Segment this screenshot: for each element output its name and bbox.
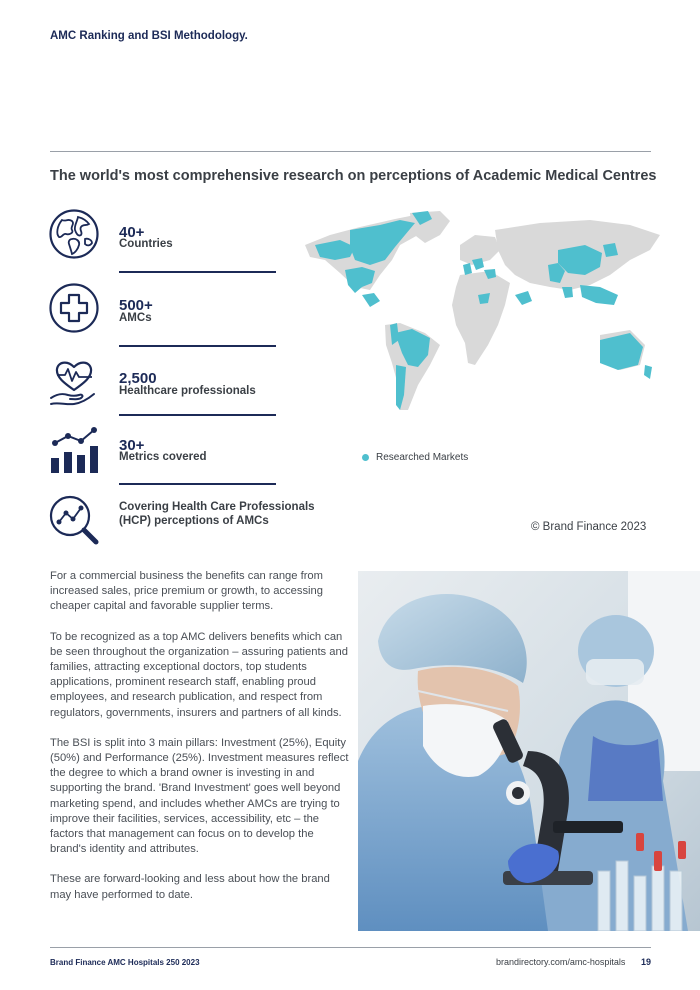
section-title: AMC Ranking and BSI Methodology. (50, 30, 248, 42)
body-text (50, 569, 350, 918)
page-headline: The world's most comprehensive research on perceptions of Academic Medical Centres (50, 168, 657, 184)
bar-chart-icon (48, 425, 100, 477)
globe-icon (48, 208, 100, 260)
top-divider (50, 151, 651, 152)
heart-hand-icon (48, 356, 100, 408)
stat-metrics-number: 30+ (119, 437, 145, 454)
body-paragraph: These are forward-looking and less about how the brand may have performed to date. (50, 873, 330, 901)
stat-coverage-line2: (HCP) perceptions of AMCs (119, 515, 269, 527)
legend-label: Researched Markets (376, 452, 469, 463)
medical-cross-icon (48, 282, 100, 334)
legend-marker (362, 454, 369, 461)
lab-researcher-photo (358, 571, 700, 931)
stat-metrics-label: Metrics covered (119, 451, 207, 463)
stat-divider (119, 345, 276, 347)
stat-amcs-number: 500+ (119, 297, 153, 314)
body-paragraph: To be recognized as a top AMC delivers benefits which can be seen throughout the organization – assuring patients and families, attracting exceptional doctors, top students applications, prominent research staff, enabling proud employees, and research publication, and respect from regulators, governments, insurers and partners of all kinds. (50, 630, 348, 719)
world-map (300, 205, 672, 415)
stat-countries-label: Countries (119, 238, 173, 250)
page-number: 19 (641, 957, 652, 967)
magnifier-chart-icon (48, 494, 100, 546)
footer-divider (50, 947, 651, 948)
body-paragraph: For a commercial business the benefits can range from increased sales, price premium or growth, to accessing cheaper capital and favorable supplier terms. (50, 570, 323, 613)
stat-countries-number: 40+ (119, 224, 145, 241)
footer-url[interactable]: brandirectory.com/amc-hospitals (496, 957, 626, 967)
stat-amcs-label: AMCs (119, 312, 152, 324)
stat-hcp-number: 2,500 (119, 370, 157, 387)
stat-divider (119, 414, 276, 416)
stat-divider (119, 271, 276, 273)
stat-coverage-line1: Covering Health Care Professionals (119, 501, 315, 513)
copyright-notice: © Brand Finance 2023 (531, 521, 647, 533)
map-legend (362, 452, 468, 463)
body-paragraph: The BSI is split into 3 main pillars: Investment (25%), Equity (50%) and Performance (25%). Investment measures reflect the degree to which a brand owner is investing in and supporting the brand. 'Brand Investment' goes well beyond marketing spend, and includes whether AMCs are trying to improve their facilities, services, accessibility, etc – the factors that management can focus on to develop the brand's identity and attributes. (50, 736, 349, 856)
stat-hcp-label: Healthcare professionals (119, 385, 256, 397)
stat-divider (119, 483, 276, 485)
footer-publication: Brand Finance AMC Hospitals 250 2023 (50, 958, 200, 967)
